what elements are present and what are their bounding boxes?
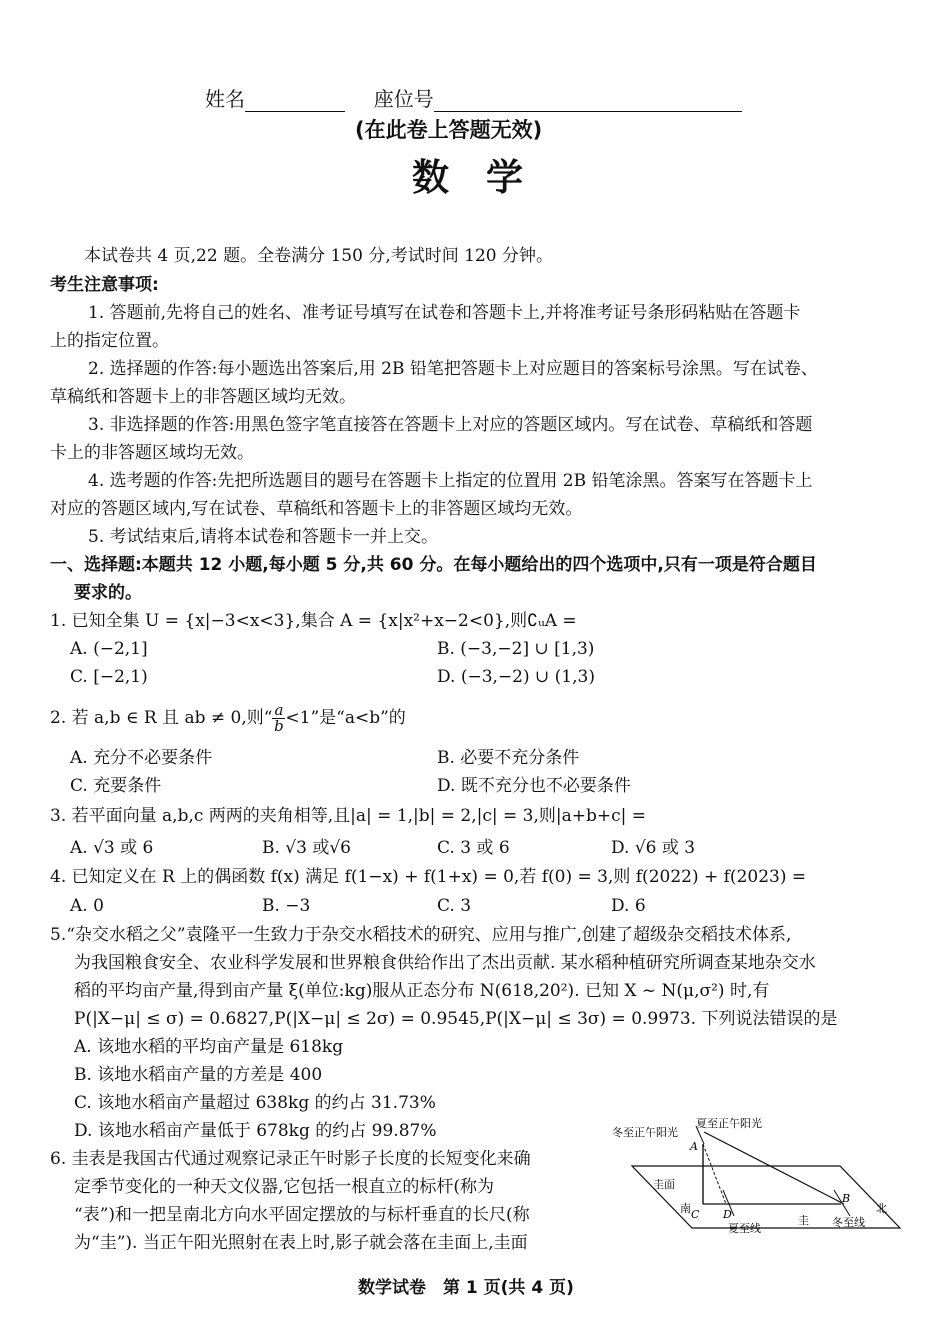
question-5-line: 稻的平均亩产量,得到亩产量 ξ(单位:kg)服从正态分布 N(618,20²). 已知 X ~ N(μ,σ²) 时,有 [74, 981, 770, 1001]
question-5-line: 为我国粮食安全、农业科学发展和世界粮食供给作出了杰出贡献. 某水稻种植研究所调查某地杂交水 [74, 953, 816, 973]
point-d-label: D [723, 1208, 732, 1221]
question-2-suffix: <1”是“a<b”的 [285, 708, 406, 728]
note-line: 卡上的非答题区域均无效。 [50, 443, 254, 463]
point-a-label: A [690, 1140, 698, 1153]
question-1-option-d: D. (−3,−2) ∪ (1,3) [437, 667, 595, 687]
page-footer: 数学试卷 第 1 页(共 4 页) [358, 1278, 574, 1298]
question-3-option-b: B. √3 或√6 [262, 838, 352, 858]
page-title: 数 学 [412, 156, 523, 199]
question-2-prefix: 2. 若 a,b ∈ R 且 ab ≠ 0,则“ [50, 708, 273, 728]
north-label: 北 [876, 1202, 887, 1215]
summer-light-label: 夏至正午阳光 [696, 1117, 762, 1130]
question-5-line: P(|X−μ| ≤ σ) = 0.6827,P(|X−μ| ≤ 2σ) = 0.9545,P(|X−μ| ≤ 3σ) = 0.9973. 下列说法错误的是 [74, 1009, 838, 1029]
fraction-a-over-b [272, 700, 285, 735]
summer-sunlight-ray [703, 1144, 726, 1204]
question-5-option-b: B. 该地水稻亩产量的方差是 400 [74, 1065, 323, 1085]
notice: (在此卷上答题无效) [355, 118, 543, 142]
question-4-option-a: A. 0 [70, 896, 104, 916]
question-6-line: 6. 圭表是我国古代通过观察记录正午时影子长度的长短变化来确 [50, 1149, 531, 1169]
question-4-option-c: C. 3 [437, 896, 472, 916]
question-3-stem: 3. 若平面向量 a,b,c 两两的夹角相等,且|a| = 1,|b| = 2,|c| = 3,则|a+b+c| = [50, 806, 647, 826]
seat-label: 座位号 [373, 87, 434, 111]
plane-label: 圭面 [653, 1178, 675, 1191]
summer-line-label: 夏至线 [728, 1222, 761, 1235]
note-line: 5. 考试结束后,请将本试卷和答题卡一并上交。 [88, 527, 439, 547]
name-blank [245, 93, 345, 112]
question-1-option-c: C. [−2,1) [70, 667, 148, 687]
question-3-option-a: A. √3 或 6 [70, 838, 154, 858]
note-line: 2. 选择题的作答:每小题选出答案后,用 2B 铅笔把答题卡上对应题目的答案标号涂黑。写在试卷、 [88, 359, 818, 379]
note-line: 草稿纸和答题卡上的非答题区域均无效。 [50, 387, 356, 407]
winter-light-label: 冬至正午阳光 [612, 1126, 678, 1139]
question-5-option-d: D. 该地水稻亩产量低于 678kg 的约占 99.87% [74, 1121, 437, 1141]
point-b-label: B [842, 1192, 851, 1205]
question-2-option-d: D. 既不充分也不必要条件 [437, 776, 631, 796]
question-4-option-b: B. −3 [262, 896, 311, 916]
question-4-stem: 4. 已知定义在 R 上的偶函数 f(x) 满足 f(1−x) + f(1+x) = 0,若 f(0) = 3,则 f(2022) + f(2023) = [50, 867, 807, 887]
question-5-option-c: C. 该地水稻亩产量超过 638kg 的约占 31.73% [74, 1093, 436, 1113]
winter-sunlight-ray [704, 1132, 844, 1204]
question-2-option-c: C. 充要条件 [70, 776, 162, 796]
question-1-option-a: A. (−2,1] [70, 639, 148, 659]
point-c-label: C [691, 1208, 700, 1221]
notes-heading: 考生注意事项: [50, 275, 159, 295]
gui-label: 圭 [798, 1214, 809, 1227]
seat-blank [434, 93, 742, 112]
note-line: 4. 选考题的作答:先把所选题目的题号在答题卡上指定的位置用 2B 铅笔涂黑。答案写在答题卡上 [88, 471, 813, 491]
winter-line-label: 冬至线 [832, 1216, 865, 1229]
question-5-line: 5.“杂交水稻之父”袁隆平一生致力于杂交水稻技术的研究、应用与推广,创建了超级杂交稻技术体系, [50, 925, 792, 945]
question-3-option-c: C. 3 或 6 [437, 838, 510, 858]
fraction-numerator: a [274, 700, 284, 719]
question-2-option-b: B. 必要不充分条件 [437, 748, 580, 768]
name-field [205, 86, 742, 112]
note-line: 上的指定位置。 [50, 331, 169, 351]
question-2-option-a: A. 充分不必要条件 [70, 748, 213, 768]
question-2-stem [50, 698, 406, 738]
question-1-stem: 1. 已知全集 U = {x|−3<x<3},集合 A = {x|x²+x−2<0},则∁ᵤA = [50, 611, 577, 631]
section-heading-cont: 要求的。 [74, 583, 142, 603]
question-6-line: “表”)和一把呈南北方向水平固定摆放的与标杆垂直的长尺(称 [74, 1205, 530, 1225]
note-line: 对应的答题区域内,写在试卷、草稿纸和答题卡上的非答题区域均无效。 [50, 499, 583, 519]
question-4-option-d: D. 6 [611, 896, 646, 916]
question-5-option-a: A. 该地水稻的平均亩产量是 618kg [74, 1037, 344, 1057]
name-label: 姓名 [205, 87, 245, 111]
section-heading: 一、选择题:本题共 12 小题,每小题 5 分,共 60 分。在每小题给出的四个选项中,只有一项是符合题目 [50, 555, 817, 575]
note-line: 1. 答题前,先将自己的姓名、准考证号填写在试卷和答题卡上,并将准考证号条形码粘贴在答题卡 [88, 303, 801, 323]
question-6-line: 定季节变化的一种天文仪器,它包括一根直立的标杆(称为 [74, 1177, 495, 1197]
note-line: 3. 非选择题的作答:用黑色签字笔直接答在答题卡上对应的答题区域内。写在试卷、草稿纸和答题 [88, 415, 813, 435]
gnomon-diagram [610, 1112, 910, 1248]
question-3-option-d: D. √6 或 3 [611, 838, 696, 858]
south-label: 南 [680, 1202, 691, 1215]
question-6-line: 为“圭”). 当正午阳光照射在表上时,影子就会落在圭面上,圭面 [74, 1233, 528, 1253]
fraction-denominator: b [274, 716, 284, 735]
intro-text: 本试卷共 4 页,22 题。全卷满分 150 分,考试时间 120 分钟。 [84, 246, 553, 266]
question-1-option-b: B. (−3,−2] ∪ [1,3) [437, 639, 595, 659]
